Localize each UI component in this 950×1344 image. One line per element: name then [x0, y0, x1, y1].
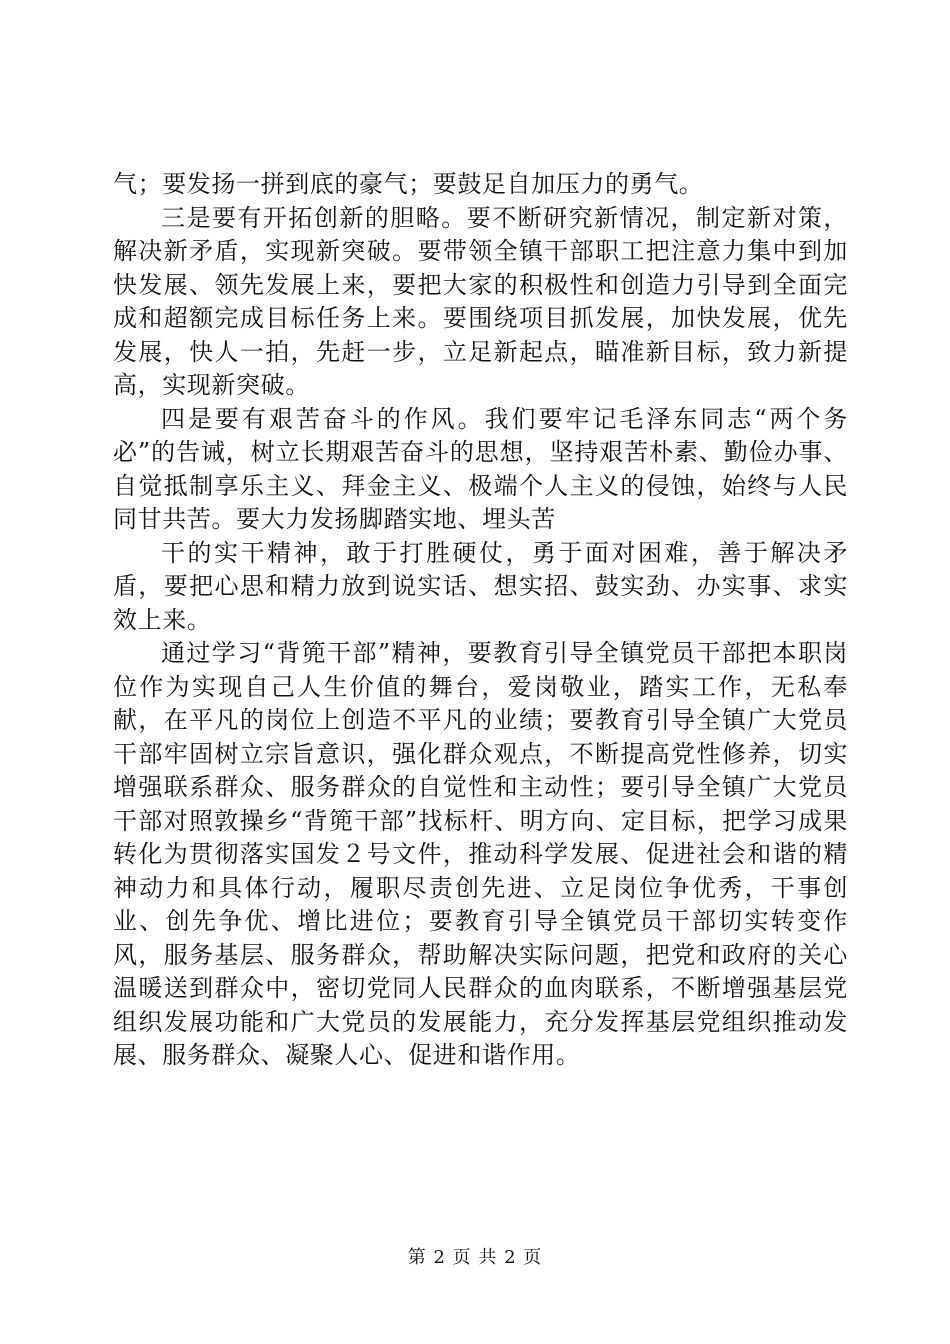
document-body	[113, 168, 848, 1073]
paragraph-pioneering-innovation: 三是要有开拓创新的胆略。要不断研究新情况，制定新对策，解决新矛盾，实现新突破。要带领全镇干部职工把注意力集中到加快发展、领先发展上来，要把大家的积极性和创造力引导到全面完成和超额完成目标任务上来。要围绕项目抓发展，加快发展，优先发展，快人一拍，先赶一步，立足新起点，瞄准新目标，致力新提高，实现新突破。	[113, 203, 848, 399]
paragraph-continuation: 气；要发扬一拼到底的豪气；要鼓足自加压力的勇气。	[113, 170, 704, 198]
page-footer: 第 2 页 共 2 页	[407, 1247, 543, 1268]
paragraph-practical-spirit: 干的实干精神，敢于打胜硬仗，勇于面对困难，善于解决矛盾，要把心思和精力放到说实话、想实招、鼓实劲、办实事、求实效上来。	[113, 538, 848, 634]
paragraph-hard-work-style: 四是要有艰苦奋斗的作风。我们要牢记毛泽东同志“两个务必”的告诫，树立长期艰苦奋斗的思想，坚持艰苦朴素、勤俭办事、自觉抵制享乐主义、拜金主义、极端个人主义的侵蚀，始终与人民同甘共苦。要大力发扬脚踏实地、埋头苦	[113, 404, 848, 533]
paragraph-study-spirit: 通过学习“背篼干部”精神，要教育引导全镇党员干部把本职岗位作为实现自己人生价值的舞台，爱岗敬业，踏实工作，无私奉献，在平凡的岗位上创造不平凡的业绩；要教育引导全镇广大党员干部牢固树立宗旨意识，强化群众观点，不断提高党性修养，切实增强联系群众、服务群众的自觉性和主动性；要引导全镇广大党员干部对照敦操乡“背篼干部”找标杆、明方向、定目标，把学习成果转化为贯彻落实国发２号文件，推动科学发展、促进社会和谐的精神动力和具体行动，履职尽责创先进、立足岗位争优秀，干事创业、创先争优、增比进位；要教育引导全镇党员干部切实转变作风，服务基层、服务群众，帮助解决实际问题，把党和政府的关心温暖送到群众中，密切党同人民群众的血肉联系，不断增强基层党组织发展功能和广大党员的发展能力，充分发挥基层党组织推动发展、服务群众、凝聚人心、促进和谐作用。	[113, 639, 848, 1069]
